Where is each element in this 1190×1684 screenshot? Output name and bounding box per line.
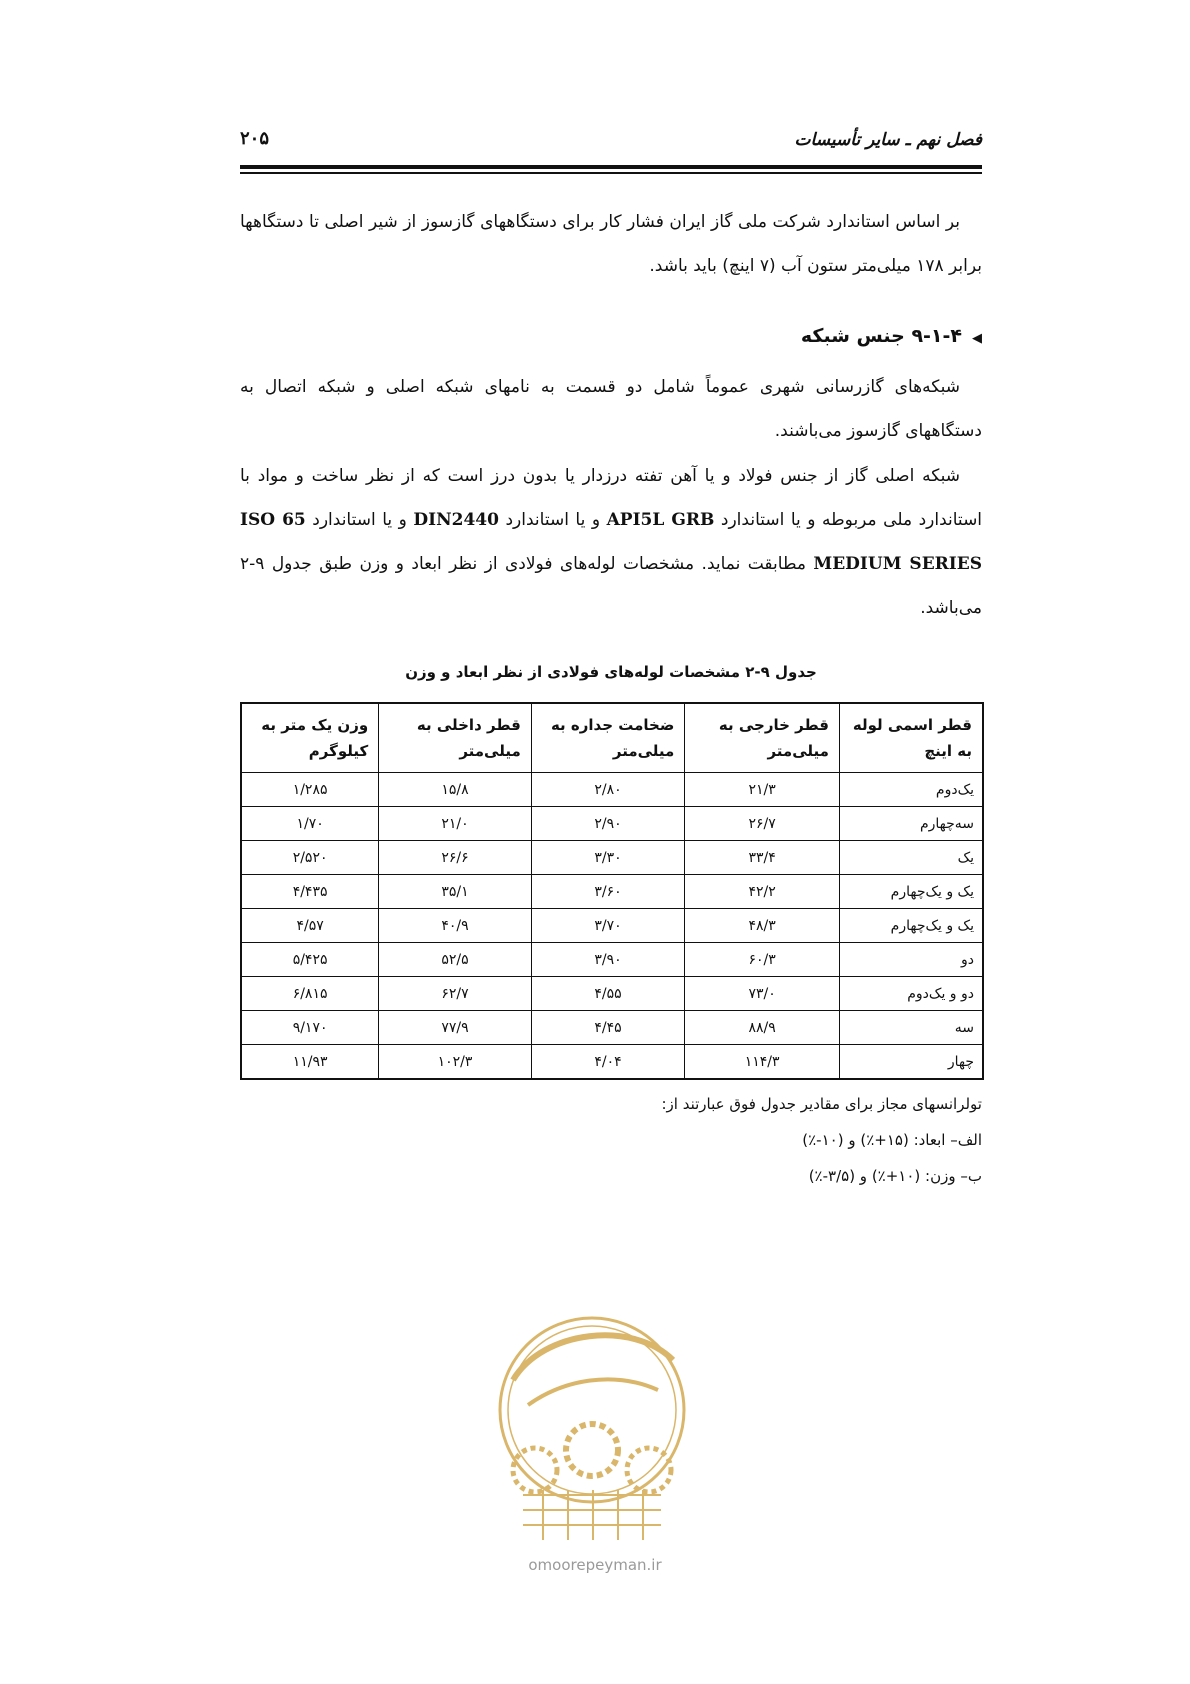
cell-weight: ۱/۲۸۵ [241,773,379,807]
table-row [241,909,983,943]
section-heading [240,325,982,347]
table-row [241,807,983,841]
section-heading-text: ۹-۱-۴ جنس شبکه [800,325,962,347]
table-row [241,1011,983,1045]
cell-nominal: سه‌چهارم [839,807,983,841]
cell-nominal: سه [839,1011,983,1045]
cell-inner: ۷۷/۹ [379,1011,532,1045]
header-rule-thin [240,172,982,174]
header-inner-diameter: قطر داخلی به میلی‌متر [379,703,532,773]
tolerance-intro: تولرانسهای مجاز برای مقادیر جدول فوق عبارتند از: [661,1095,982,1113]
para2-part-a: شبکه اصلی گاز از جنس فولاد و یا آهن تفته درزدار یا بدون درز است که از نظر ساخت و مواد با استاندارد ملی مربوطه و یا استاندارد [240,466,983,530]
cell-wall: ۲/۹۰ [531,807,685,841]
cell-inner: ۱۵/۸ [379,773,532,807]
cell-weight: ۴/۴۳۵ [241,875,379,909]
standard-din2440: DIN2440 [413,510,499,530]
cell-nominal: دو [839,943,983,977]
intro-paragraph: بر اساس استاندارد شرکت ملی گاز ایران فشار کار برای دستگاههای گازسوز از شیر اصلی تا دستگاهها برابر ۱۷۸ میلی‌متر ستون آب (۷ اینچ) باید باشد. [240,212,982,276]
cell-outer: ۱۱۴/۳ [685,1045,840,1080]
page-number: ۲۰۵ [240,128,270,149]
table-row [241,943,983,977]
gear-icon [627,1448,671,1492]
standard-api5l: API5L GRB [606,510,715,530]
pipe-specs-table [240,702,984,1080]
section-paragraph-1: شبکه‌های گازرسانی شهری عموماً شامل دو قسمت به نامهای شبکه اصلی و شبکه اتصال به دستگاههای گازسوز می‌باشند. [240,377,982,441]
para2-part-c: و یا استاندارد [312,510,407,530]
cell-inner: ۳۵/۱ [379,875,532,909]
table-row [241,841,983,875]
header-outer-diameter: قطر خارجی به میلی‌متر [685,703,840,773]
gear-icon [513,1448,557,1492]
gear-icon [566,1424,618,1476]
cell-inner: ۲۶/۶ [379,841,532,875]
cell-nominal: دو و یک‌دوم [839,977,983,1011]
cell-inner: ۴۰/۹ [379,909,532,943]
cell-outer: ۲۶/۷ [685,807,840,841]
cell-wall: ۳/۶۰ [531,875,685,909]
cell-weight: ۴/۵۷ [241,909,379,943]
table-header-row [241,703,983,773]
table-row [241,977,983,1011]
watermark-logo [483,1310,701,1550]
cell-wall: ۳/۹۰ [531,943,685,977]
cell-outer: ۲۱/۳ [685,773,840,807]
cell-inner: ۲۱/۰ [379,807,532,841]
cell-wall: ۴/۰۴ [531,1045,685,1080]
cell-nominal: یک و یک‌چهارم [839,875,983,909]
section-paragraph-2 [240,454,982,630]
chapter-title: فصل نهم ـ سایر تأسیسات [794,130,982,150]
para2-part-d: مطابقت نماید. مشخصات لوله‌های فولادی از نظر ابعاد و وزن طبق جدول ۹-۲ می‌باشد. [240,554,982,618]
tolerance-dimensions: الف– ابعاد: (۱۵+٪) و (۱۰-٪) [802,1131,982,1149]
cell-weight: ۱/۷۰ [241,807,379,841]
triangle-bullet-icon: ◀ [972,331,982,346]
table-row [241,1045,983,1080]
header-nominal-diameter: قطر اسمی لوله به اینچ [839,703,983,773]
cell-nominal: یک [839,841,983,875]
header-wall-thickness: ضخامت جداره به میلی‌متر [531,703,685,773]
cell-weight: ۹/۱۷۰ [241,1011,379,1045]
cell-inner: ۵۲/۵ [379,943,532,977]
cell-wall: ۴/۵۵ [531,977,685,1011]
table-row [241,773,983,807]
cell-weight: ۲/۵۲۰ [241,841,379,875]
header-weight-per-meter: وزن یک متر به کیلوگرم [241,703,379,773]
table-caption: جدول ۹-۲ مشخصات لوله‌های فولادی از نظر ابعاد و وزن [405,663,817,681]
cell-outer: ۶۰/۳ [685,943,840,977]
cell-outer: ۴۸/۳ [685,909,840,943]
cell-nominal: چهار [839,1045,983,1080]
watermark-site-url: omoorepeyman.ir [528,1556,662,1574]
cell-wall: ۴/۴۵ [531,1011,685,1045]
logo-grid [523,1490,661,1540]
logo-script-stroke [513,1335,673,1380]
cell-weight: ۱۱/۹۳ [241,1045,379,1080]
cell-wall: ۳/۳۰ [531,841,685,875]
cell-nominal: یک و یک‌چهارم [839,909,983,943]
cell-inner: ۶۲/۷ [379,977,532,1011]
page-header [240,128,982,158]
cell-outer: ۸۸/۹ [685,1011,840,1045]
cell-outer: ۷۳/۰ [685,977,840,1011]
cell-outer: ۳۳/۴ [685,841,840,875]
logo-inner-ring [508,1326,676,1494]
standard-iso65: ISO 65 MEDIUM SERIES [240,510,982,574]
cell-inner: ۱۰۲/۳ [379,1045,532,1080]
cell-wall: ۳/۷۰ [531,909,685,943]
cell-wall: ۲/۸۰ [531,773,685,807]
table-row [241,875,983,909]
cell-outer: ۴۲/۲ [685,875,840,909]
header-rule-thick [240,165,982,169]
logo-script-stroke [528,1379,658,1405]
cell-weight: ۵/۴۲۵ [241,943,379,977]
cell-weight: ۶/۸۱۵ [241,977,379,1011]
para2-part-b: و یا استاندارد [505,510,601,530]
cell-nominal: یک‌دوم [839,773,983,807]
tolerance-weight: ب– وزن: (۱۰+٪) و (۳/۵-٪) [808,1167,982,1185]
